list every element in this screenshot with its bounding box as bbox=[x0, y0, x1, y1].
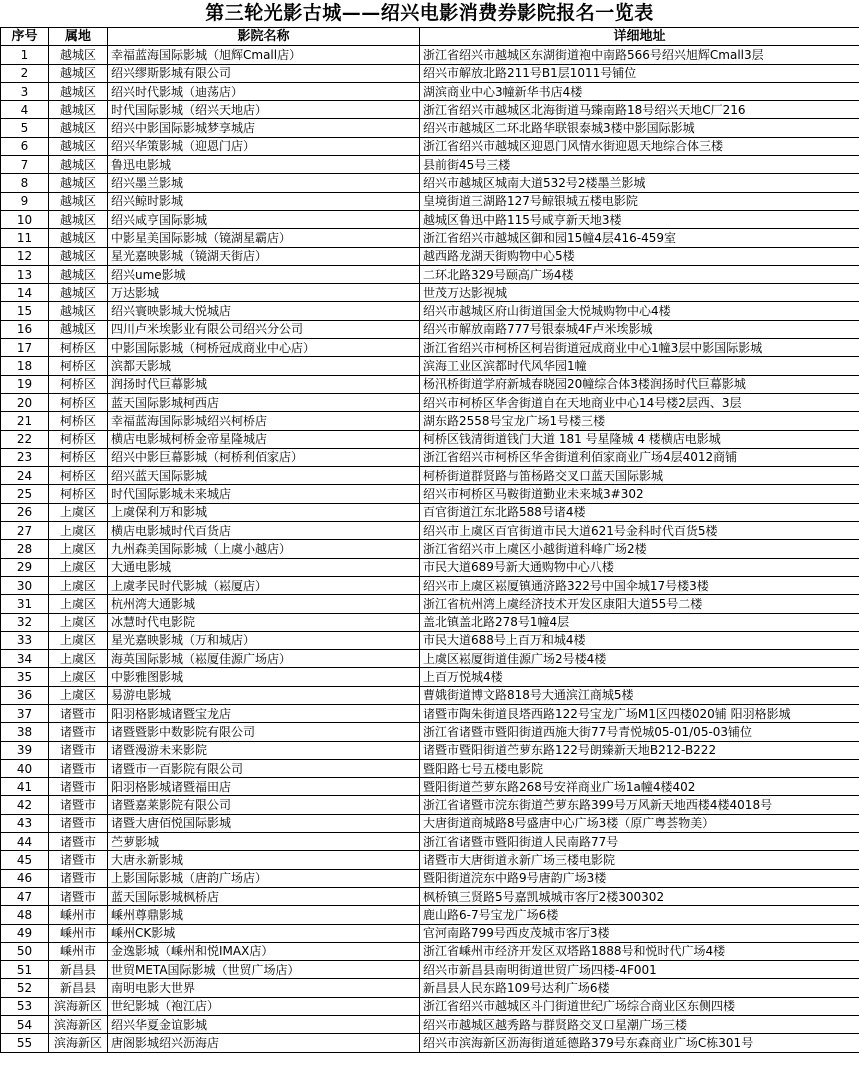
cell-cinema-name: 嵊州CK影城 bbox=[108, 924, 420, 942]
cell-cinema-name: 上虞保利万和影城 bbox=[108, 503, 420, 521]
cell-address: 盖北镇盖北路278号1幢4层 bbox=[420, 613, 859, 631]
cell-no: 11 bbox=[1, 229, 49, 247]
cell-cinema-name: 南明电影大世界 bbox=[108, 979, 420, 997]
table-body bbox=[1, 46, 859, 1052]
cell-no: 15 bbox=[1, 302, 49, 320]
header-name: 影院名称 bbox=[108, 28, 420, 46]
cell-cinema-name: 诸暨大唐佰悦国际影城 bbox=[108, 814, 420, 832]
cell-address: 诸暨市陶朱街道艮塔西路122号宝龙广场M1区四楼020铺 阳羽格影城 bbox=[420, 704, 859, 722]
cell-cinema-name: 润扬时代巨幕影城 bbox=[108, 375, 420, 393]
cell-address: 暨阳街道苎萝东路268号安祥商业广场1a幢4楼402 bbox=[420, 778, 859, 796]
table-row bbox=[1, 174, 859, 192]
table-row bbox=[1, 997, 859, 1015]
cell-area: 越城区 bbox=[49, 156, 108, 174]
cell-area: 越城区 bbox=[49, 119, 108, 137]
cell-no: 41 bbox=[1, 778, 49, 796]
cell-cinema-name: 时代国际影城（绍兴天地店） bbox=[108, 101, 420, 119]
cell-cinema-name: 阳羽格影城诸暨宝龙店 bbox=[108, 704, 420, 722]
cell-cinema-name: 时代国际影城未来城店 bbox=[108, 485, 420, 503]
document-title: 第三轮光影古城——绍兴电影消费券影院报名一览表 bbox=[205, 2, 654, 24]
cell-area: 越城区 bbox=[49, 82, 108, 100]
cell-address: 鹿山路6-7号宝龙广场6楼 bbox=[420, 906, 859, 924]
table-row bbox=[1, 1016, 859, 1034]
cell-cinema-name: 绍兴华策影城（迎恩门店） bbox=[108, 137, 420, 155]
table-row bbox=[1, 284, 859, 302]
cell-area: 诸暨市 bbox=[49, 869, 108, 887]
cell-no: 51 bbox=[1, 961, 49, 979]
cell-area: 柯桥区 bbox=[49, 375, 108, 393]
cell-address: 二环北路329号颐高广场4楼 bbox=[420, 265, 859, 283]
cell-cinema-name: 绍兴ume影城 bbox=[108, 265, 420, 283]
cell-area: 越城区 bbox=[49, 46, 108, 64]
table-row bbox=[1, 485, 859, 503]
cell-address: 柯桥区钱清街道钱门大道 181 号星隆城 4 楼横店电影城 bbox=[420, 430, 859, 448]
cell-address: 绍兴市柯桥区华舍街道自在天地商业中心14号楼2层西、3层 bbox=[420, 393, 859, 411]
cell-address: 绍兴市上虞区百官街道市民大道621号金科时代百货5楼 bbox=[420, 522, 859, 540]
cell-address: 浙江省诸暨市暨阳街道人民南路77号 bbox=[420, 833, 859, 851]
cell-address: 县前街45号三楼 bbox=[420, 156, 859, 174]
cell-area: 柯桥区 bbox=[49, 339, 108, 357]
cell-area: 滨海新区 bbox=[49, 1016, 108, 1034]
cell-address: 暨阳路七号五楼电影院 bbox=[420, 759, 859, 777]
cell-no: 26 bbox=[1, 503, 49, 521]
table-row bbox=[1, 851, 859, 869]
cell-area: 上虞区 bbox=[49, 595, 108, 613]
cell-no: 36 bbox=[1, 686, 49, 704]
table-row bbox=[1, 558, 859, 576]
table-row bbox=[1, 924, 859, 942]
cell-address: 湖东路2558号宝龙广场1号楼三楼 bbox=[420, 412, 859, 430]
cell-no: 21 bbox=[1, 412, 49, 430]
cell-cinema-name: 世纪影城（袍江店） bbox=[108, 997, 420, 1015]
cell-address: 绍兴市解放南路777号银泰城4F卢米埃影城 bbox=[420, 320, 859, 338]
cell-address: 新昌县人民东路109号达利广场6楼 bbox=[420, 979, 859, 997]
cell-area: 越城区 bbox=[49, 247, 108, 265]
cell-address: 滨海工业区滨都时代风华园1幢 bbox=[420, 357, 859, 375]
cell-area: 越城区 bbox=[49, 229, 108, 247]
cell-address: 浙江省绍兴市越城区斗门街道世纪广场综合商业区东侧四楼 bbox=[420, 997, 859, 1015]
table-row bbox=[1, 229, 859, 247]
cell-cinema-name: 杭州湾大通影城 bbox=[108, 595, 420, 613]
cell-no: 14 bbox=[1, 284, 49, 302]
table-row bbox=[1, 156, 859, 174]
cell-address: 湖滨商业中心3幢新华书店4楼 bbox=[420, 82, 859, 100]
cell-area: 上虞区 bbox=[49, 540, 108, 558]
cell-area: 诸暨市 bbox=[49, 887, 108, 905]
cell-cinema-name: 绍兴时代影城（迪荡店） bbox=[108, 82, 420, 100]
table-row bbox=[1, 247, 859, 265]
cell-no: 4 bbox=[1, 101, 49, 119]
table-row bbox=[1, 613, 859, 631]
header-address: 详细地址 bbox=[420, 28, 859, 46]
cell-area: 诸暨市 bbox=[49, 814, 108, 832]
table-row bbox=[1, 448, 859, 466]
cell-cinema-name: 绍兴蓝天国际影城 bbox=[108, 467, 420, 485]
table-row bbox=[1, 723, 859, 741]
cell-cinema-name: 苎萝影城 bbox=[108, 833, 420, 851]
cell-address: 枫桥镇三贤路5号嘉凯城城市客厅2楼300302 bbox=[420, 887, 859, 905]
cell-no: 17 bbox=[1, 339, 49, 357]
cell-area: 越城区 bbox=[49, 137, 108, 155]
table-row bbox=[1, 741, 859, 759]
cell-no: 53 bbox=[1, 997, 49, 1015]
cell-cinema-name: 蓝天国际影城枫桥店 bbox=[108, 887, 420, 905]
table-row bbox=[1, 357, 859, 375]
cell-cinema-name: 唐阁影城绍兴沥海店 bbox=[108, 1034, 420, 1052]
cell-address: 诸暨市大唐街道永新广场三楼电影院 bbox=[420, 851, 859, 869]
cell-cinema-name: 九州森美国际影城（上虞小越店） bbox=[108, 540, 420, 558]
cell-area: 诸暨市 bbox=[49, 741, 108, 759]
table-row bbox=[1, 320, 859, 338]
cell-no: 7 bbox=[1, 156, 49, 174]
cell-address: 官河南路799号西皮茂城市客厅3楼 bbox=[420, 924, 859, 942]
cell-cinema-name: 绍兴华夏金谊影城 bbox=[108, 1016, 420, 1034]
cell-address: 浙江省绍兴市越城区迎恩门风情水街迎恩天地综合体三楼 bbox=[420, 137, 859, 155]
cell-cinema-name: 诸暨嘉莱影院有限公司 bbox=[108, 796, 420, 814]
cell-no: 3 bbox=[1, 82, 49, 100]
cell-address: 上百万悦城4楼 bbox=[420, 668, 859, 686]
table-row bbox=[1, 942, 859, 960]
table-header-row bbox=[1, 28, 859, 46]
cell-area: 嵊州市 bbox=[49, 906, 108, 924]
cell-area: 柯桥区 bbox=[49, 485, 108, 503]
cell-area: 上虞区 bbox=[49, 522, 108, 540]
cell-area: 嵊州市 bbox=[49, 942, 108, 960]
cell-no: 50 bbox=[1, 942, 49, 960]
table-row bbox=[1, 887, 859, 905]
cell-address: 浙江省绍兴市柯桥区柯岩街道冠成商业中心1幢3层中影国际影城 bbox=[420, 339, 859, 357]
table-row bbox=[1, 265, 859, 283]
table-row bbox=[1, 64, 859, 82]
cell-cinema-name: 金逸影城（嵊州和悦IMAX店） bbox=[108, 942, 420, 960]
cell-cinema-name: 阳羽格影城诸暨福田店 bbox=[108, 778, 420, 796]
cell-no: 40 bbox=[1, 759, 49, 777]
cell-cinema-name: 绍兴中影国际影城梦享城店 bbox=[108, 119, 420, 137]
cell-area: 嵊州市 bbox=[49, 924, 108, 942]
cell-address: 皇境街道三湖路127号鲸银城五楼电影院 bbox=[420, 192, 859, 210]
cell-address: 浙江省诸暨市暨阳街道西施大街77号青悦城05-01/05-03铺位 bbox=[420, 723, 859, 741]
cell-area: 越城区 bbox=[49, 101, 108, 119]
table-row bbox=[1, 796, 859, 814]
table-row bbox=[1, 430, 859, 448]
cell-cinema-name: 绍兴寰映影城大悦城店 bbox=[108, 302, 420, 320]
cell-area: 上虞区 bbox=[49, 576, 108, 594]
cell-no: 13 bbox=[1, 265, 49, 283]
cell-cinema-name: 易游电影城 bbox=[108, 686, 420, 704]
cinema-table bbox=[0, 27, 859, 1053]
cell-no: 22 bbox=[1, 430, 49, 448]
cell-no: 55 bbox=[1, 1034, 49, 1052]
cell-no: 44 bbox=[1, 833, 49, 851]
cell-no: 18 bbox=[1, 357, 49, 375]
cell-address: 绍兴市越城区二环北路华联银泰城3楼中影国际影城 bbox=[420, 119, 859, 137]
cell-cinema-name: 绍兴中影巨幕影城（柯桥利佰家店） bbox=[108, 448, 420, 466]
cell-area: 柯桥区 bbox=[49, 412, 108, 430]
cell-no: 9 bbox=[1, 192, 49, 210]
cell-area: 上虞区 bbox=[49, 631, 108, 649]
cell-no: 16 bbox=[1, 320, 49, 338]
cell-cinema-name: 万达影城 bbox=[108, 284, 420, 302]
cell-cinema-name: 星光嘉映影城（镜湖天街店） bbox=[108, 247, 420, 265]
cell-address: 暨阳街道浣东中路9号唐韵广场3楼 bbox=[420, 869, 859, 887]
cell-no: 25 bbox=[1, 485, 49, 503]
cell-address: 绍兴市解放北路211号B1层1011号铺位 bbox=[420, 64, 859, 82]
cell-address: 绍兴市上虞区崧厦镇通济路322号中国伞城17号楼3楼 bbox=[420, 576, 859, 594]
cell-cinema-name: 横店电影城柯桥金帝星隆城店 bbox=[108, 430, 420, 448]
cell-area: 越城区 bbox=[49, 284, 108, 302]
cell-address: 浙江省绍兴市越城区东湖街道袍中南路566号绍兴旭辉Cmall3层 bbox=[420, 46, 859, 64]
cell-address: 越西路龙湖天街购物中心5楼 bbox=[420, 247, 859, 265]
cell-cinema-name: 诸暨市一百影院有限公司 bbox=[108, 759, 420, 777]
cell-address: 曹娥街道博文路818号大通滨江商城5楼 bbox=[420, 686, 859, 704]
table-row bbox=[1, 302, 859, 320]
cell-no: 54 bbox=[1, 1016, 49, 1034]
cell-area: 越城区 bbox=[49, 192, 108, 210]
table-row bbox=[1, 704, 859, 722]
cell-area: 柯桥区 bbox=[49, 357, 108, 375]
cell-no: 37 bbox=[1, 704, 49, 722]
cell-address: 浙江省绍兴市柯桥区华舍街道利佰家商业广场4层4012商铺 bbox=[420, 448, 859, 466]
cell-cinema-name: 中影国际影城（柯桥冠成商业中心店） bbox=[108, 339, 420, 357]
cell-no: 23 bbox=[1, 448, 49, 466]
cell-address: 浙江省诸暨市浣东街道苎萝东路399号万风新天地西楼4楼4018号 bbox=[420, 796, 859, 814]
table-row bbox=[1, 1034, 859, 1052]
table-row bbox=[1, 412, 859, 430]
cell-no: 43 bbox=[1, 814, 49, 832]
cell-area: 越城区 bbox=[49, 302, 108, 320]
table-row bbox=[1, 759, 859, 777]
cell-no: 32 bbox=[1, 613, 49, 631]
cell-no: 6 bbox=[1, 137, 49, 155]
cell-no: 2 bbox=[1, 64, 49, 82]
cell-area: 滨海新区 bbox=[49, 997, 108, 1015]
cell-address: 柯桥街道群贤路与笛杨路交叉口蓝天国际影城 bbox=[420, 467, 859, 485]
cell-cinema-name: 绍兴墨兰影城 bbox=[108, 174, 420, 192]
table-row bbox=[1, 668, 859, 686]
cell-area: 上虞区 bbox=[49, 558, 108, 576]
cell-cinema-name: 大通电影城 bbox=[108, 558, 420, 576]
cell-area: 滨海新区 bbox=[49, 1034, 108, 1052]
cell-address: 浙江省杭州湾上虞经济技术开发区康阳大道55号二楼 bbox=[420, 595, 859, 613]
table-row bbox=[1, 503, 859, 521]
table-row bbox=[1, 82, 859, 100]
cell-area: 诸暨市 bbox=[49, 778, 108, 796]
table-row bbox=[1, 339, 859, 357]
cell-no: 5 bbox=[1, 119, 49, 137]
cell-cinema-name: 大唐永新影城 bbox=[108, 851, 420, 869]
cell-area: 诸暨市 bbox=[49, 759, 108, 777]
table-row bbox=[1, 119, 859, 137]
cell-no: 31 bbox=[1, 595, 49, 613]
table-row bbox=[1, 979, 859, 997]
table-row bbox=[1, 101, 859, 119]
cell-area: 越城区 bbox=[49, 265, 108, 283]
cell-cinema-name: 绍兴鲸时影城 bbox=[108, 192, 420, 210]
table-row bbox=[1, 869, 859, 887]
cell-address: 诸暨市暨阳街道苎萝东路122号朗臻新天地B212-B222 bbox=[420, 741, 859, 759]
cell-no: 45 bbox=[1, 851, 49, 869]
table-row bbox=[1, 650, 859, 668]
table-row bbox=[1, 192, 859, 210]
cell-address: 上虞区崧厦街道佳源广场2号楼4楼 bbox=[420, 650, 859, 668]
table-row bbox=[1, 595, 859, 613]
cell-address: 绍兴市越城区越秀路与群贤路交叉口星潮广场三楼 bbox=[420, 1016, 859, 1034]
table-row bbox=[1, 393, 859, 411]
cell-no: 28 bbox=[1, 540, 49, 558]
cell-no: 48 bbox=[1, 906, 49, 924]
cell-address: 市民大道689号新大通购物中心八楼 bbox=[420, 558, 859, 576]
cell-no: 19 bbox=[1, 375, 49, 393]
cell-address: 绍兴市新昌县南明街道世贸广场四楼-4F001 bbox=[420, 961, 859, 979]
table-row bbox=[1, 833, 859, 851]
table-row bbox=[1, 210, 859, 228]
cell-cinema-name: 幸福蓝海国际影城（旭辉Cmall店） bbox=[108, 46, 420, 64]
cell-no: 38 bbox=[1, 723, 49, 741]
table-row bbox=[1, 137, 859, 155]
cell-area: 越城区 bbox=[49, 210, 108, 228]
cell-cinema-name: 上影国际影城（唐韵广场店） bbox=[108, 869, 420, 887]
cell-address: 大唐街道商城路8号盛唐中心广场3楼（原广粤荟物美） bbox=[420, 814, 859, 832]
cell-area: 新昌县 bbox=[49, 961, 108, 979]
header-no: 序号 bbox=[1, 28, 49, 46]
header-area: 属地 bbox=[49, 28, 108, 46]
cell-cinema-name: 绍兴缪斯影城有限公司 bbox=[108, 64, 420, 82]
cell-no: 35 bbox=[1, 668, 49, 686]
cell-cinema-name: 四川卢米埃影业有限公司绍兴分公司 bbox=[108, 320, 420, 338]
cell-cinema-name: 上虞孝民时代影城（崧厦店） bbox=[108, 576, 420, 594]
cell-address: 浙江省绍兴市越城区北海街道马臻南路18号绍兴天地C厂216 bbox=[420, 101, 859, 119]
table-row bbox=[1, 522, 859, 540]
cell-no: 52 bbox=[1, 979, 49, 997]
cell-cinema-name: 世贸META国际影城（世贸广场店） bbox=[108, 961, 420, 979]
cell-no: 33 bbox=[1, 631, 49, 649]
cell-area: 诸暨市 bbox=[49, 833, 108, 851]
cell-no: 49 bbox=[1, 924, 49, 942]
cell-address: 杨汛桥街道学府新城春晓园20幢综合体3楼润扬时代巨幕影城 bbox=[420, 375, 859, 393]
table-row bbox=[1, 467, 859, 485]
table-row bbox=[1, 631, 859, 649]
cell-address: 越城区鲁迅中路115号咸亨新天地3楼 bbox=[420, 210, 859, 228]
cell-area: 柯桥区 bbox=[49, 430, 108, 448]
cell-address: 百官街道江东北路588号诸4楼 bbox=[420, 503, 859, 521]
cell-no: 1 bbox=[1, 46, 49, 64]
cell-cinema-name: 诸暨漫游未来影院 bbox=[108, 741, 420, 759]
cell-cinema-name: 鲁迅电影城 bbox=[108, 156, 420, 174]
cell-area: 上虞区 bbox=[49, 668, 108, 686]
cell-no: 39 bbox=[1, 741, 49, 759]
cell-cinema-name: 绍兴咸亨国际影城 bbox=[108, 210, 420, 228]
cell-area: 越城区 bbox=[49, 320, 108, 338]
cell-address: 浙江省绍兴市上虞区小越街道科峰广场2楼 bbox=[420, 540, 859, 558]
cell-no: 27 bbox=[1, 522, 49, 540]
cell-area: 越城区 bbox=[49, 64, 108, 82]
cell-address: 浙江省绍兴市越城区御和园15幢4层416-459室 bbox=[420, 229, 859, 247]
cell-area: 上虞区 bbox=[49, 503, 108, 521]
table-row bbox=[1, 540, 859, 558]
cell-no: 42 bbox=[1, 796, 49, 814]
table-row bbox=[1, 961, 859, 979]
table-row bbox=[1, 375, 859, 393]
cell-no: 24 bbox=[1, 467, 49, 485]
cell-no: 20 bbox=[1, 393, 49, 411]
cell-no: 8 bbox=[1, 174, 49, 192]
cell-cinema-name: 横店电影城时代百货店 bbox=[108, 522, 420, 540]
cell-cinema-name: 嵊州尊鼎影城 bbox=[108, 906, 420, 924]
cell-no: 30 bbox=[1, 576, 49, 594]
cell-no: 29 bbox=[1, 558, 49, 576]
cell-area: 柯桥区 bbox=[49, 467, 108, 485]
cell-address: 绍兴市越城区城南大道532号2楼墨兰影城 bbox=[420, 174, 859, 192]
cell-area: 上虞区 bbox=[49, 650, 108, 668]
cell-address: 浙江省嵊州市经济开发区双塔路1888号和悦时代广场4楼 bbox=[420, 942, 859, 960]
table-row bbox=[1, 778, 859, 796]
table-row bbox=[1, 814, 859, 832]
cell-cinema-name: 滨都天影城 bbox=[108, 357, 420, 375]
cell-area: 柯桥区 bbox=[49, 448, 108, 466]
table-row bbox=[1, 46, 859, 64]
cell-area: 诸暨市 bbox=[49, 796, 108, 814]
cell-cinema-name: 幸福蓝海国际影城绍兴柯桥店 bbox=[108, 412, 420, 430]
cell-no: 46 bbox=[1, 869, 49, 887]
cell-area: 越城区 bbox=[49, 174, 108, 192]
cell-area: 诸暨市 bbox=[49, 851, 108, 869]
cell-area: 诸暨市 bbox=[49, 723, 108, 741]
cell-area: 上虞区 bbox=[49, 686, 108, 704]
cell-cinema-name: 蓝天国际影城柯西店 bbox=[108, 393, 420, 411]
cell-cinema-name: 海英国际影城（崧厦佳源广场店） bbox=[108, 650, 420, 668]
cell-area: 上虞区 bbox=[49, 613, 108, 631]
cell-cinema-name: 中影星美国际影城（镜湖星霸店） bbox=[108, 229, 420, 247]
cell-no: 47 bbox=[1, 887, 49, 905]
table-row bbox=[1, 686, 859, 704]
cell-address: 世茂万达影视城 bbox=[420, 284, 859, 302]
cell-area: 诸暨市 bbox=[49, 704, 108, 722]
cell-cinema-name: 冰慧时代电影院 bbox=[108, 613, 420, 631]
cell-area: 新昌县 bbox=[49, 979, 108, 997]
table-row bbox=[1, 906, 859, 924]
cell-cinema-name: 诸暨暨影中数影院有限公司 bbox=[108, 723, 420, 741]
cell-no: 10 bbox=[1, 210, 49, 228]
cell-address: 绍兴市越城区府山街道国金大悦城购物中心4楼 bbox=[420, 302, 859, 320]
cell-address: 绍兴市滨海新区沥海街道延德路379号东森商业广场C栋301号 bbox=[420, 1034, 859, 1052]
cell-area: 柯桥区 bbox=[49, 393, 108, 411]
cell-no: 34 bbox=[1, 650, 49, 668]
table-row bbox=[1, 576, 859, 594]
cell-address: 绍兴市柯桥区马鞍街道勤业未来城3#302 bbox=[420, 485, 859, 503]
cell-no: 12 bbox=[1, 247, 49, 265]
cell-address: 市民大道688号上百万和城4楼 bbox=[420, 631, 859, 649]
cell-cinema-name: 中影雅图影城 bbox=[108, 668, 420, 686]
cell-cinema-name: 星光嘉映影城（万和城店） bbox=[108, 631, 420, 649]
